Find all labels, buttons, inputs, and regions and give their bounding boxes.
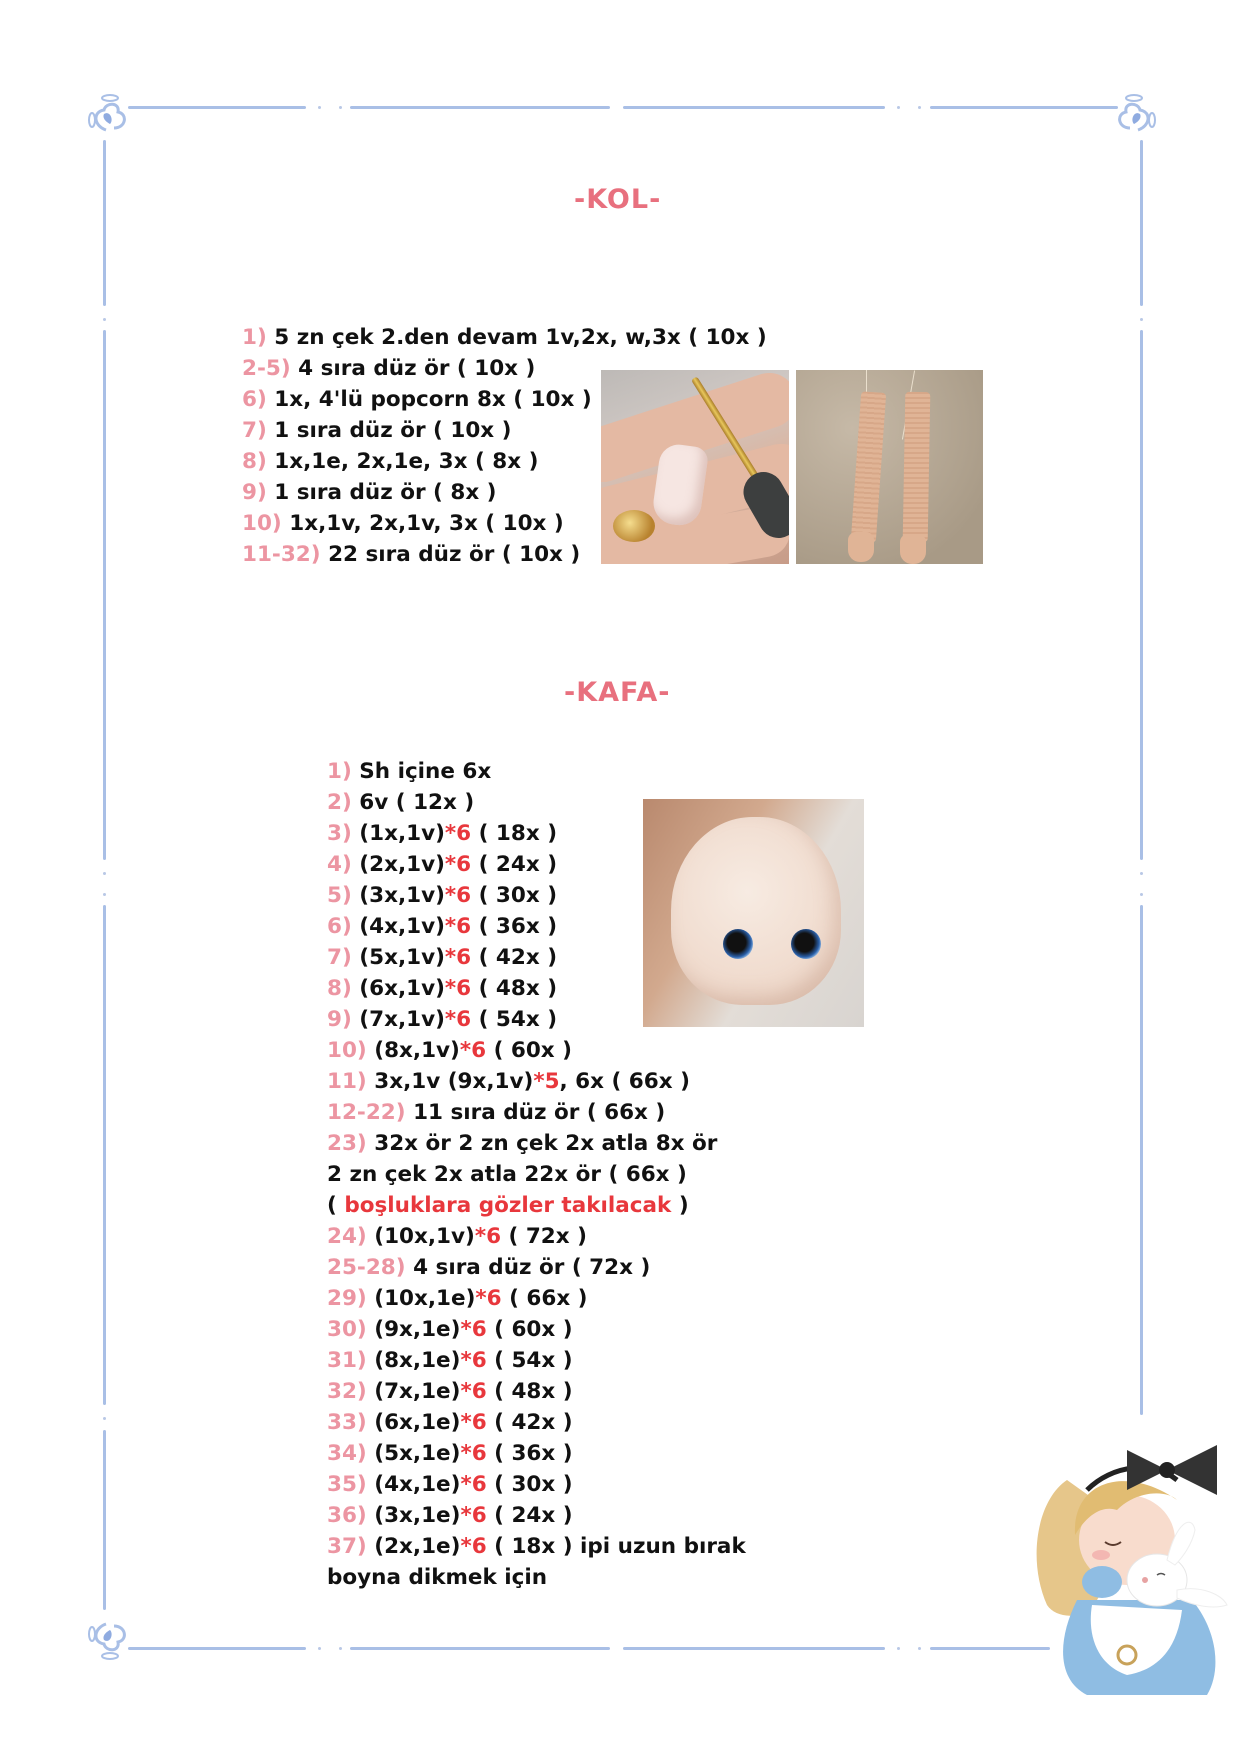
frame-left-line — [103, 1430, 106, 1610]
frame-top-line — [623, 106, 885, 109]
frame-dot — [103, 1417, 106, 1420]
frame-dot — [103, 893, 106, 896]
list-item: 33) (6x,1e)*6 ( 42x ) — [327, 1410, 573, 1435]
frame-top-line — [930, 106, 1118, 109]
eye-icon — [723, 929, 753, 959]
heart-flourish-icon — [1104, 90, 1160, 150]
list-item: 6) 1x, 4'lü popcorn 8x ( 10x ) — [242, 387, 592, 412]
crochet-hook-arm-start-photo — [601, 370, 789, 564]
heart-flourish-icon — [84, 1604, 140, 1664]
section-title-kafa: -KAFA- — [564, 677, 671, 708]
frame-top-line — [128, 106, 306, 109]
list-item: 10) 1x,1v, 2x,1v, 3x ( 10x ) — [242, 511, 564, 536]
girl-with-rabbit-illustration — [1017, 1420, 1230, 1700]
finished-arms-photo — [796, 370, 983, 564]
list-item: 36) (3x,1e)*6 ( 24x ) — [327, 1503, 573, 1528]
list-item: 10) (8x,1v)*6 ( 60x ) — [327, 1038, 572, 1063]
list-item: 24) (10x,1v)*6 ( 72x ) — [327, 1224, 587, 1249]
frame-left-line — [103, 905, 106, 1405]
heart-flourish-icon — [84, 90, 140, 150]
list-item: 4) (2x,1v)*6 ( 24x ) — [327, 852, 558, 877]
frame-dot — [339, 1647, 342, 1650]
list-item: 7) (5x,1v)*6 ( 42x ) — [327, 945, 558, 970]
frame-dot — [103, 318, 106, 321]
list-item: 6) (4x,1v)*6 ( 36x ) — [327, 914, 558, 939]
frame-left-line — [103, 330, 106, 860]
frame-dot — [897, 1647, 900, 1650]
list-item: boyna dikmek için — [327, 1565, 548, 1590]
list-item: 32) (7x,1e)*6 ( 48x ) — [327, 1379, 573, 1404]
list-item: 1) 5 zn çek 2.den devam 1v,2x, w,3x ( 10x ) — [242, 325, 767, 350]
frame-dot — [103, 872, 106, 875]
eye-icon — [791, 929, 821, 959]
list-item: 8) 1x,1e, 2x,1e, 3x ( 8x ) — [242, 449, 539, 474]
list-item: 3) (1x,1v)*6 ( 18x ) — [327, 821, 558, 846]
list-item: 8) (6x,1v)*6 ( 48x ) — [327, 976, 558, 1001]
frame-top-line — [350, 106, 610, 109]
list-item: 34) (5x,1e)*6 ( 36x ) — [327, 1441, 573, 1466]
list-item: 2) 6v ( 12x ) — [327, 790, 475, 815]
list-item: 35) (4x,1e)*6 ( 30x ) — [327, 1472, 573, 1497]
list-item: 30) (9x,1e)*6 ( 60x ) — [327, 1317, 573, 1342]
frame-dot — [1140, 893, 1143, 896]
frame-right-line — [1140, 140, 1143, 306]
frame-left-line — [103, 140, 106, 306]
frame-dot — [318, 1647, 321, 1650]
frame-dot — [1140, 872, 1143, 875]
frame-bottom-line — [623, 1647, 885, 1650]
list-item: 11) 3x,1v (9x,1v)*5, 6x ( 66x ) — [327, 1069, 690, 1094]
list-item: 25-28) 4 sıra düz ör ( 72x ) — [327, 1255, 651, 1280]
list-item: 2 zn çek 2x atla 22x ör ( 66x ) — [327, 1162, 687, 1187]
list-item: 5) (3x,1v)*6 ( 30x ) — [327, 883, 558, 908]
list-item: 2-5) 4 sıra düz ör ( 10x ) — [242, 356, 536, 381]
list-item: 29) (10x,1e)*6 ( 66x ) — [327, 1286, 588, 1311]
list-item: 1) Sh içine 6x — [327, 759, 492, 784]
frame-bottom-line — [128, 1647, 306, 1650]
crochet-head-photo — [643, 799, 864, 1027]
frame-dot — [918, 1647, 921, 1650]
list-item: 23) 32x ör 2 zn çek 2x atla 8x ör — [327, 1131, 718, 1156]
list-item: 37) (2x,1e)*6 ( 18x ) ipi uzun bırak — [327, 1534, 746, 1559]
frame-bottom-line — [350, 1647, 610, 1650]
list-item: 31) (8x,1e)*6 ( 54x ) — [327, 1348, 573, 1373]
frame-dot — [918, 106, 921, 109]
list-item: 9) (7x,1v)*6 ( 54x ) — [327, 1007, 558, 1032]
list-item: 11-32) 22 sıra düz ör ( 10x ) — [242, 542, 581, 567]
frame-dot — [897, 106, 900, 109]
eye-placement-note: ( boşluklara gözler takılacak ) — [327, 1193, 689, 1218]
list-item: 7) 1 sıra düz ör ( 10x ) — [242, 418, 512, 443]
frame-dot — [1140, 318, 1143, 321]
section-title-kol: -KOL- — [574, 184, 662, 215]
list-item: 12-22) 11 sıra düz ör ( 66x ) — [327, 1100, 666, 1125]
frame-right-line — [1140, 330, 1143, 860]
frame-right-line — [1140, 905, 1143, 1415]
frame-dot — [339, 106, 342, 109]
frame-dot — [318, 106, 321, 109]
list-item: 9) 1 sıra düz ör ( 8x ) — [242, 480, 497, 505]
